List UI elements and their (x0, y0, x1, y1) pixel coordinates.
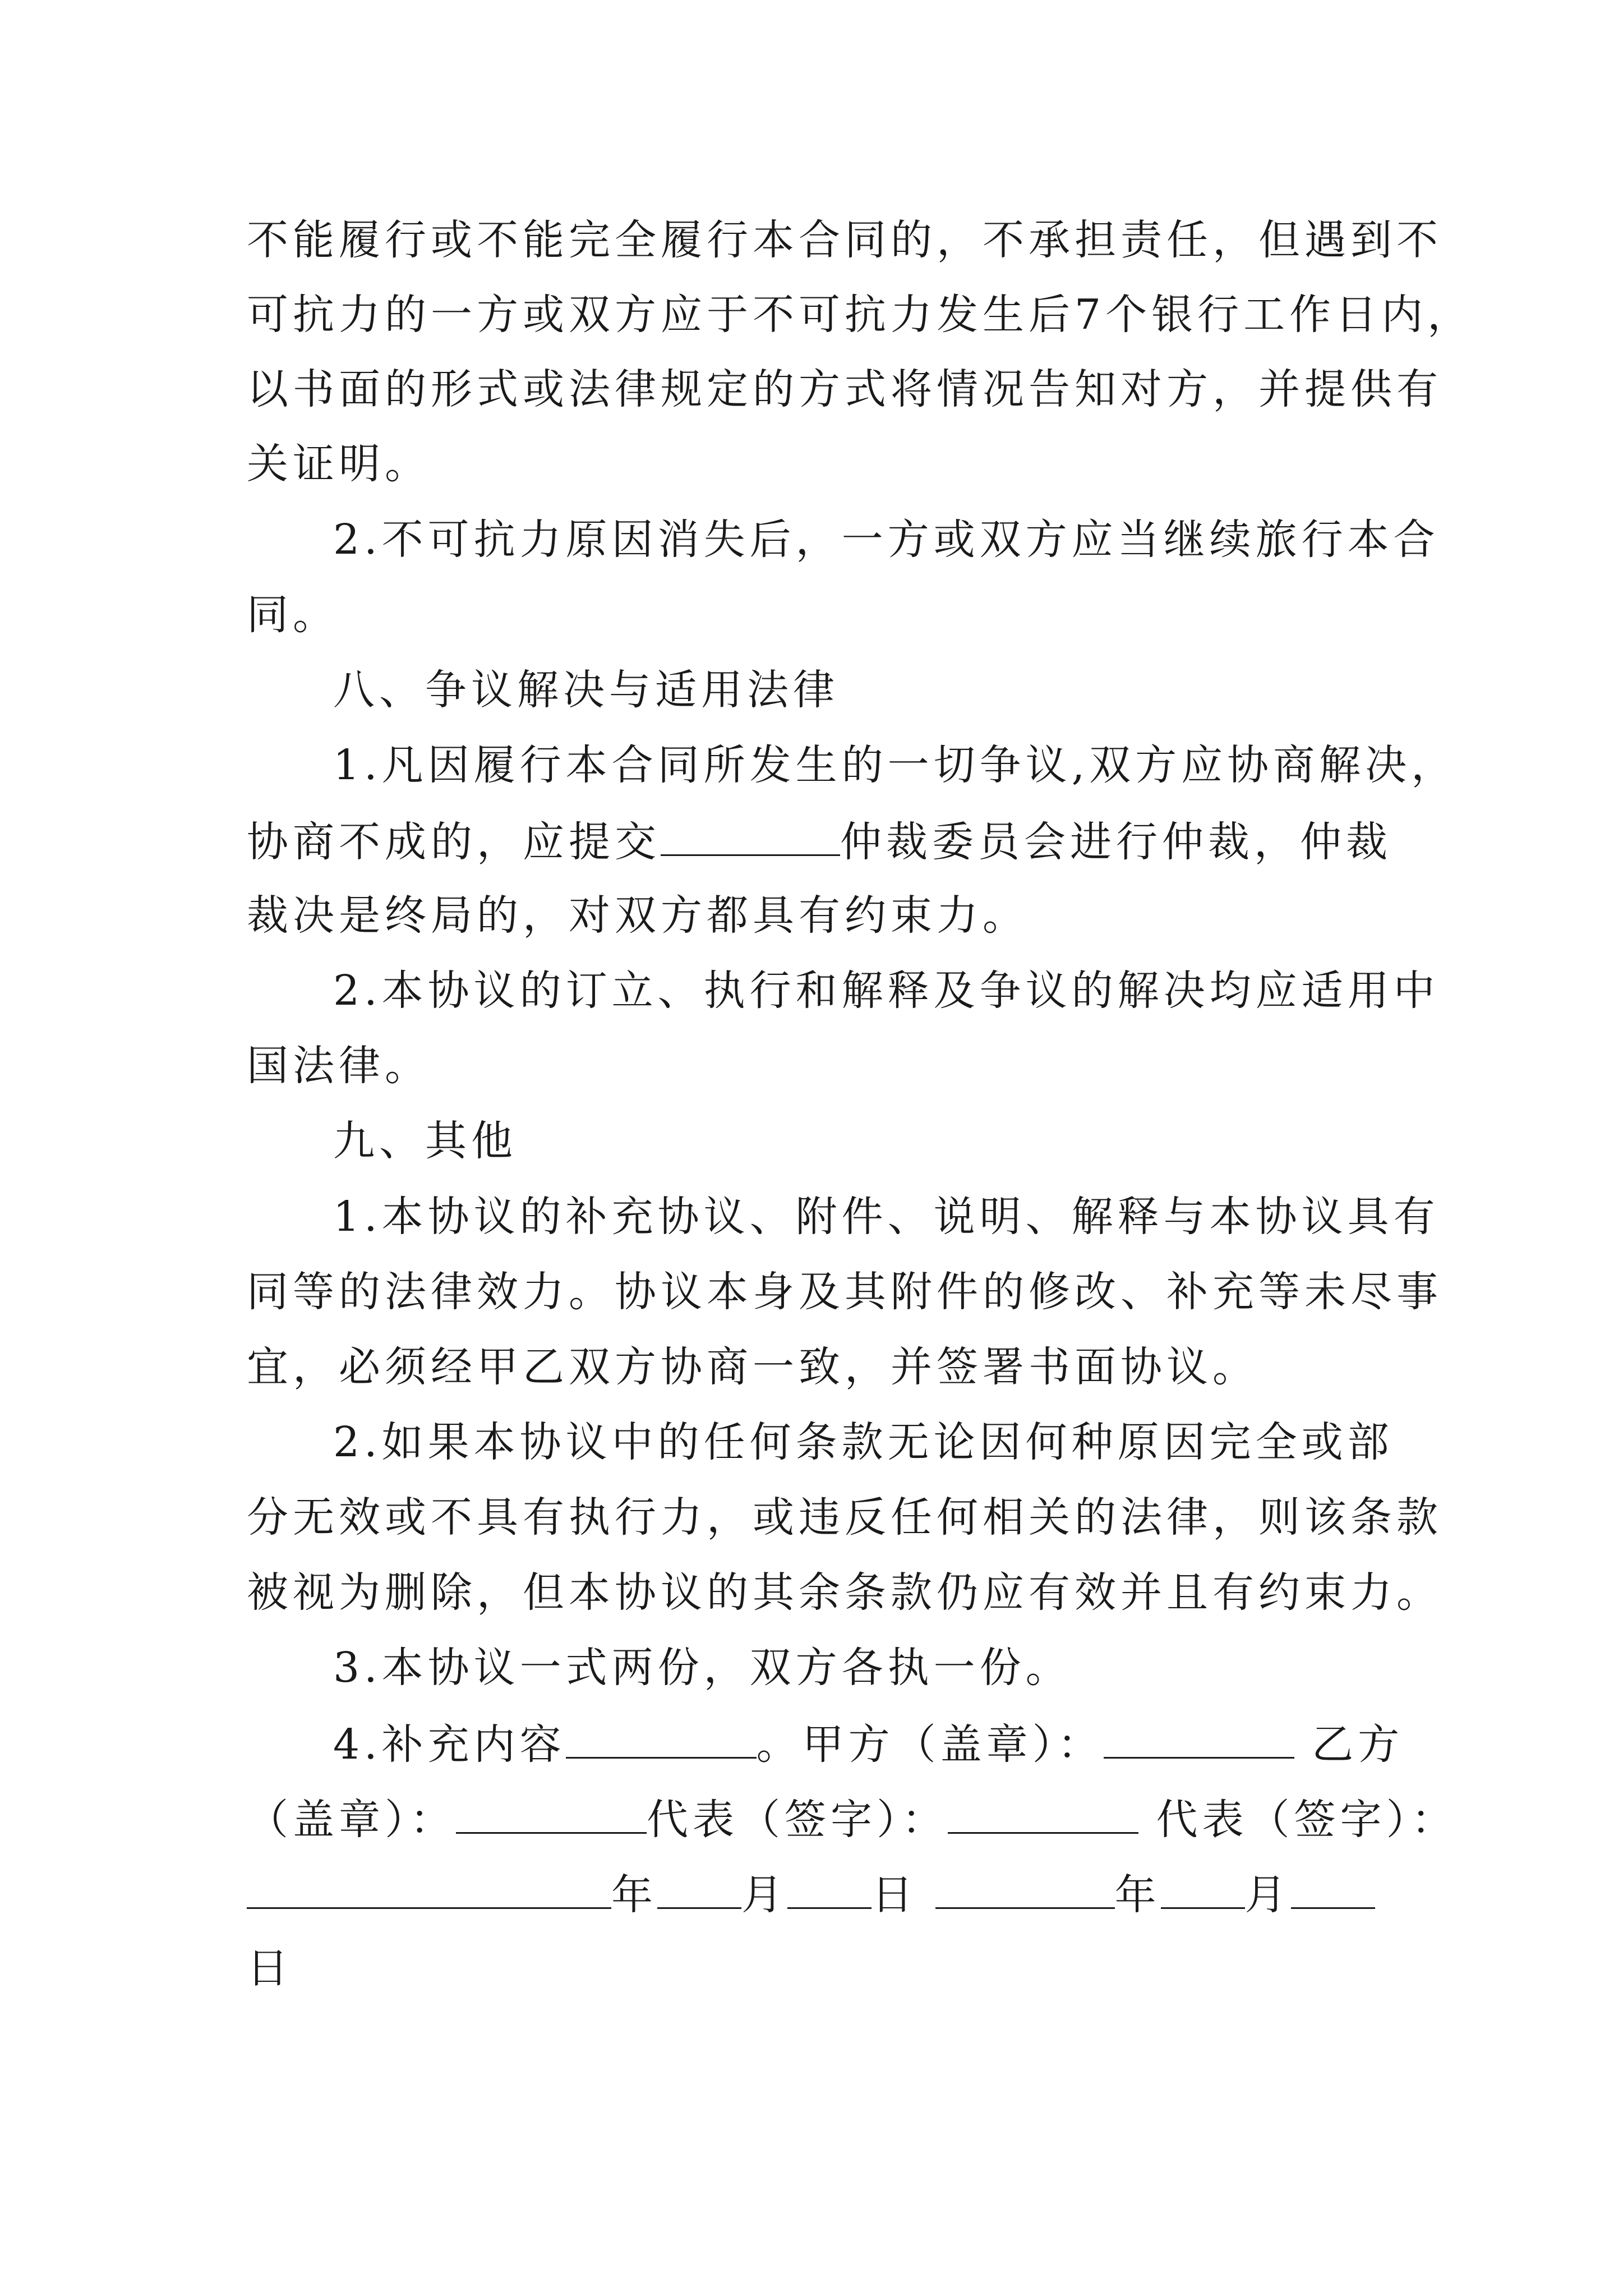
date-blank-b (935, 1868, 1115, 1909)
supplement-blank (566, 1718, 757, 1759)
text-line: 同。 (247, 591, 339, 639)
text-line: 国法律。 (247, 1042, 431, 1090)
date-line-end: 日 (247, 1944, 293, 1993)
party-b-label: 乙方 (1312, 1720, 1404, 1769)
month-label-b: 月 (1244, 1871, 1291, 1919)
arbitration-suffix: 仲裁委员会进行仲裁，仲裁 (840, 818, 1392, 866)
text-line: 3.本协议一式两份，双方各执一份。 (333, 1644, 1072, 1692)
rep-b-label: 代表（签字）： (1156, 1796, 1458, 1844)
month-blank-b (1161, 1868, 1245, 1909)
day-label: 日 (872, 1871, 917, 1919)
month-label: 月 (741, 1871, 787, 1919)
text-line: 被视为删除，但本协议的其余条款仍应有效并且有约束力。 (247, 1568, 1442, 1617)
text-line: 2.如果本协议中的任何条款无论因何种原因完全或部 (333, 1418, 1394, 1466)
year-label: 年 (611, 1871, 657, 1919)
month-blank (657, 1868, 741, 1909)
text-line: 裁决是终局的，对双方都具有约束力。 (247, 891, 1029, 940)
text-line: 1.本协议的补充协议、附件、说明、解释与本协议具有 (333, 1193, 1440, 1241)
supplement-label: 4.补充内容 (333, 1720, 566, 1769)
text-line-with-blank (247, 815, 1392, 867)
rep-a-blank (948, 1793, 1138, 1834)
party-b-blank (456, 1793, 647, 1834)
supplement-line (333, 1718, 1404, 1770)
text-line: 不能履行或不能完全履行本合同的，不承担责任，但遇到不 (247, 216, 1442, 264)
year-label-b: 年 (1114, 1871, 1161, 1919)
party-b-seal-label: （盖章）： (247, 1796, 456, 1844)
day-blank (787, 1868, 872, 1909)
text-line: 2.不可抗力原因消失后，一方或双方应当继续旅行本合 (333, 516, 1440, 564)
text-line: 2.本协议的订立、执行和解释及争议的解决均应适用中 (333, 967, 1440, 1015)
section-heading: 九、其他 (333, 1117, 517, 1165)
day-blank-b (1291, 1868, 1375, 1909)
rep-a-label: 代表（签字）： (647, 1796, 948, 1844)
arbitration-blank (661, 815, 840, 856)
text-line: 同等的法律效力。协议本身及其附件的修改、补充等未尽事 (247, 1268, 1442, 1316)
text-line: 分无效或不具有执行力，或违反任何相关的法律，则该条款 (247, 1493, 1442, 1542)
text-line: 关证明。 (247, 440, 431, 488)
party-a-blank (1104, 1718, 1294, 1759)
date-blank (247, 1868, 611, 1909)
text-line: 可抗力的一方或双方应于不可抗力发生后7个银行工作日内， (247, 291, 1474, 339)
text-line: 宜，必须经甲乙双方协商一致，并签署书面协议。 (247, 1343, 1258, 1391)
arbitration-prefix: 协商不成的，应提交 (247, 818, 661, 866)
party-a-label: 。甲方（盖章）： (756, 1720, 1104, 1769)
text-line: 以书面的形式或法律规定的方式将情况告知对方，并提供有 (247, 365, 1442, 413)
signature-line (247, 1793, 1458, 1845)
date-line (247, 1868, 1375, 1920)
section-heading: 八、争议解决与适用法律 (333, 666, 839, 714)
text-line: 1.凡因履行本合同所发生的一切争议,双方应协商解决， (333, 741, 1458, 789)
